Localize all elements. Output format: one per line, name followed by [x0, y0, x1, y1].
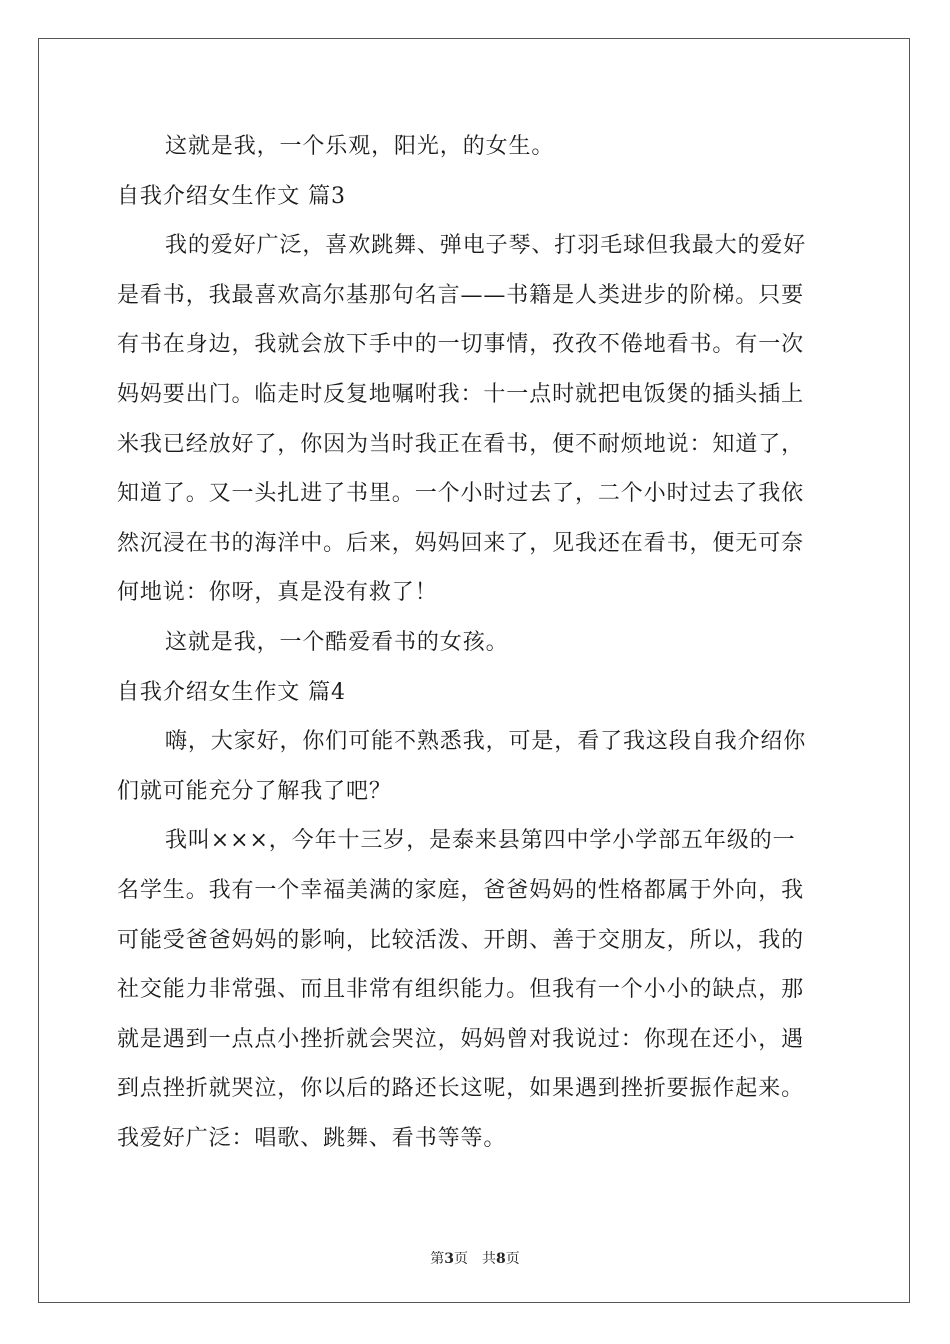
total-page-count: 8 — [496, 1251, 506, 1267]
text-line: 到点挫折就哭泣，你以后的路还长这呢，如果遇到挫折要振作起来。 — [117, 1076, 805, 1102]
text-line: 我的爱好广泛，喜欢跳舞、弹电子琴、打羽毛球但我最大的爱好 — [165, 233, 807, 259]
text-line: 然沉浸在书的海洋中。后来，妈妈回来了，见我还在看书，便无可奈 — [117, 530, 805, 556]
text-line: 自我介绍女生作文 篇3 — [117, 183, 346, 209]
text-line: 名学生。我有一个幸福美满的家庭，爸爸妈妈的性格都属于外向，我 — [117, 877, 805, 903]
footer-suffix: 页 — [505, 1251, 520, 1267]
text-line: 米我已经放好了，你因为当时我正在看书，便不耐烦地说：知道了， — [117, 431, 805, 457]
text-line: 知道了。又一头扎进了书里。一个小时过去了，二个小时过去了我依 — [117, 481, 805, 507]
text-line: 们就可能充分了解我了吧？ — [117, 778, 392, 804]
page-footer — [0, 1248, 950, 1268]
document-body — [117, 122, 833, 1163]
text-line: 妈妈要出门。临走时反复地嘱咐我：十一点时就把电饭煲的插头插上 — [117, 381, 805, 407]
footer-prefix: 第 — [430, 1251, 445, 1267]
text-line: 是看书，我最喜欢高尔基那句名言——书籍是人类进步的阶梯。只要 — [117, 282, 805, 308]
footer-middle: 页 共 — [454, 1251, 496, 1267]
text-line: 可能受爸爸妈妈的影响，比较活泼、开朗、善于交朋友，所以，我的 — [117, 927, 805, 953]
text-line: 社交能力非常强、而且非常有组织能力。但我有一个小小的缺点，那 — [117, 977, 805, 1003]
text-line: 这就是我，一个酷爱看书的女孩。 — [165, 629, 509, 655]
text-line: 何地说：你呀，真是没有救了！ — [117, 580, 438, 606]
text-line: 嗨，大家好，你们可能不熟悉我，可是，看了我这段自我介绍你 — [165, 729, 807, 755]
text-line: 我叫×××，今年十三岁，是泰来县第四中学小学部五年级的一 — [165, 828, 796, 854]
current-page-number: 3 — [444, 1251, 454, 1267]
text-line: 这就是我，一个乐观，阳光，的女生。 — [165, 134, 555, 159]
text-line: 有书在身边，我就会放下手中的一切事情，孜孜不倦地看书。有一次 — [117, 332, 805, 358]
text-line: 就是遇到一点点小挫折就会哭泣，妈妈曾对我说过：你现在还小，遇 — [117, 1026, 805, 1052]
text-line: 我爱好广泛：唱歌、跳舞、看书等等。 — [117, 1125, 507, 1151]
text-line: 自我介绍女生作文 篇4 — [117, 679, 346, 705]
